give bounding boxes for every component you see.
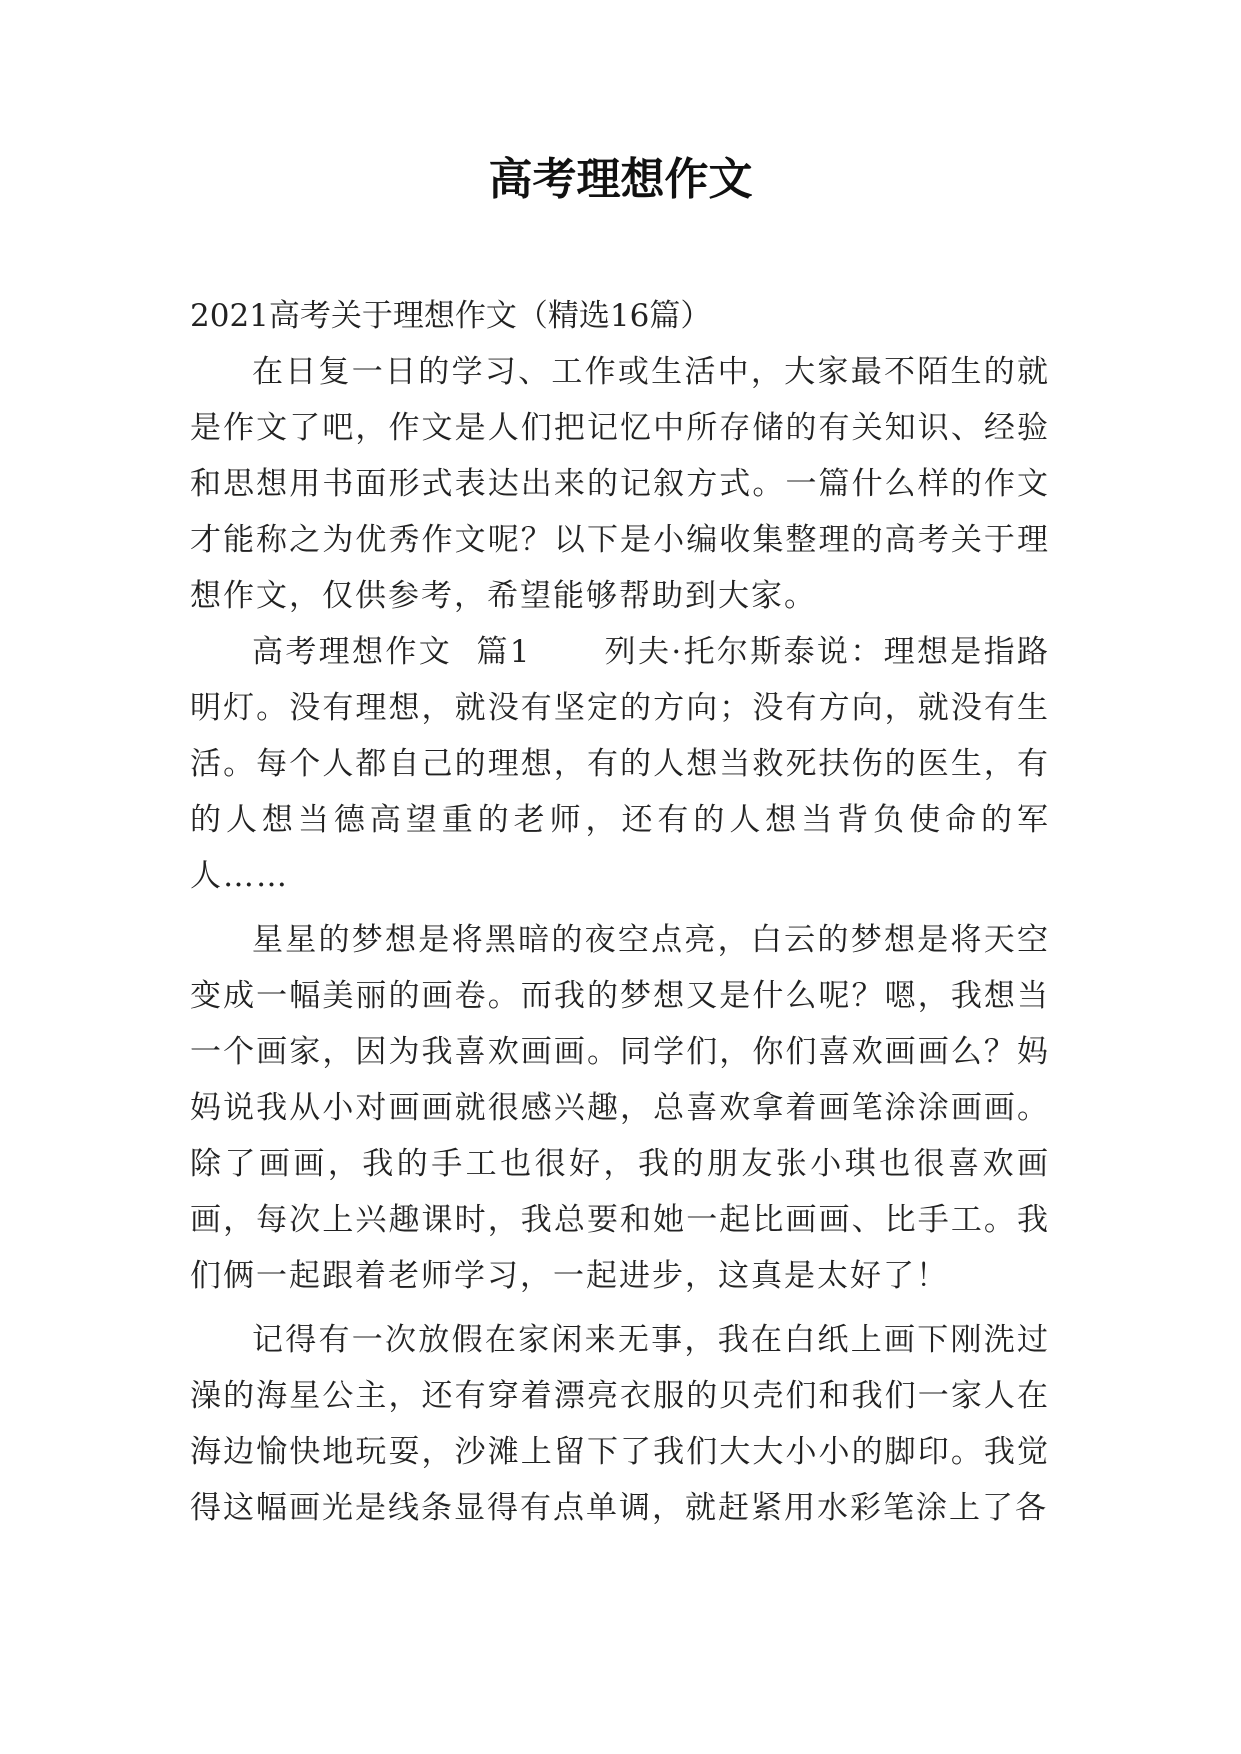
document-subtitle: 2021高考关于理想作文（精选16篇）	[190, 298, 712, 334]
document-body	[190, 288, 1050, 1536]
paragraph-intro: 在日复一日的学习、工作或生活中，大家最不陌生的就是作文了吧，作文是人们把记忆中所存储的有关知识、经验和思想用书面形式表达出来的记叙方式。一篇什么样的作文才能称之为优秀作文呢？以下是小编收集整理的高考关于理想作文，仅供参考，希望能够帮助到大家。	[190, 354, 1050, 614]
paragraph-essay-1-opening: 高考理想作文 篇1 列夫·托尔斯泰说：理想是指路明灯。没有理想，就没有坚定的方向；没有方向，就没有生活。每个人都自己的理想，有的人想当救死扶伤的医生，有的人想当德高望重的老师，还有的人想当背负使命的军人……	[190, 634, 1050, 894]
paragraph-dream: 星星的梦想是将黑暗的夜空点亮，白云的梦想是将天空变成一幅美丽的画卷。而我的梦想又是什么呢？嗯，我想当一个画家，因为我喜欢画画。同学们，你们喜欢画画么？妈妈说我从小对画画就很感兴趣，总喜欢拿着画笔涂涂画画。除了画画，我的手工也很好，我的朋友张小琪也很喜欢画画，每次上兴趣课时，我总要和她一起比画画、比手工。我们俩一起跟着老师学习，一起进步，这真是太好了！	[190, 922, 1050, 1294]
paragraph-gap	[190, 904, 1050, 912]
paragraph-gap	[190, 1304, 1050, 1312]
paragraph-memory: 记得有一次放假在家闲来无事，我在白纸上画下刚洗过澡的海星公主，还有穿着漂亮衣服的贝壳们和我们一家人在海边愉快地玩耍，沙滩上留下了我们大大小小的脚印。我觉得这幅画光是线条显得有点单调，就赶紧用水彩笔涂上了各	[190, 1322, 1050, 1526]
document-title: 高考理想作文	[488, 154, 753, 205]
